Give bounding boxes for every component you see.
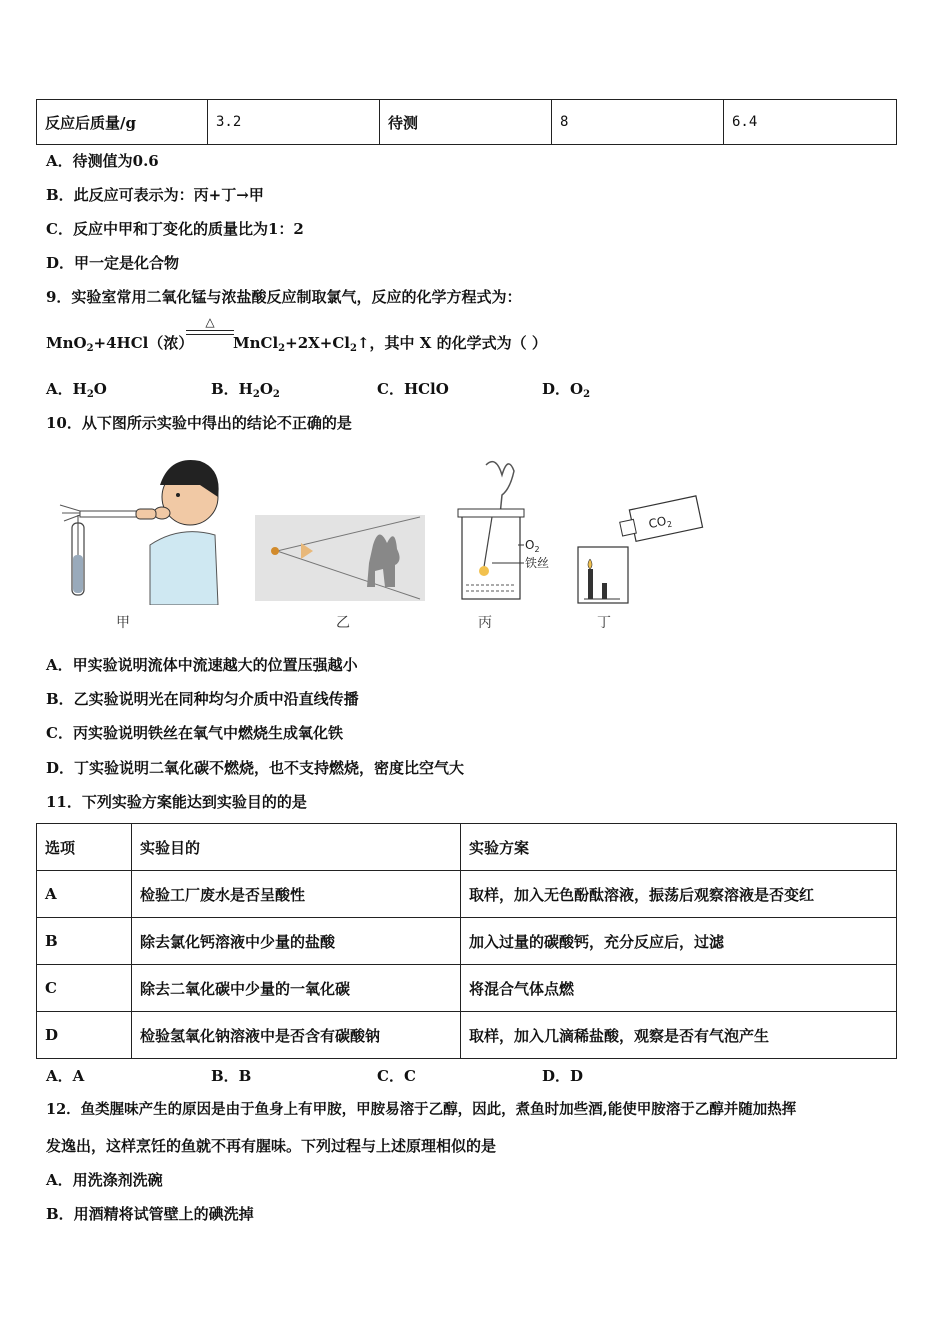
- q11-stem: 11．下列实验方案能达到实验目的的是: [46, 793, 307, 811]
- caption-jia: 甲: [116, 615, 130, 631]
- caption-ding: 丁: [597, 615, 611, 631]
- table-cell: 除去二氧化碳中少量的一氧化碳: [132, 965, 461, 1012]
- q8-option-c: C．反应中甲和丁变化的质量比为1：2: [46, 220, 304, 238]
- caption-yi: 乙: [336, 615, 350, 631]
- table-cell: 待测: [380, 100, 552, 145]
- q10-option-c: C．丙实验说明铁丝在氧气中燃烧生成氧化铁: [46, 724, 343, 742]
- q12-stem-line2: 发逸出，这样烹饪的鱼就不再有腥味。下列过程与上述原理相似的是: [46, 1137, 497, 1155]
- q12-stem-line1: 12．鱼类腥味产生的原因是由于鱼身上有甲胺，甲胺易溶于乙醇，因此，煮鱼时加些酒,能使甲胺溶于乙醇并随加热挥: [46, 1101, 797, 1118]
- table-cell: 取样，加入无色酚酞溶液，振荡后观察溶液是否变红: [461, 871, 897, 918]
- table-row: [37, 871, 897, 918]
- q10-option-a: A．甲实验说明流体中流速越大的位置压强越小: [46, 656, 358, 674]
- q9-option-a: A．$H_2O$: [46, 380, 107, 400]
- q11-option-a: A．A: [46, 1067, 85, 1085]
- table-cell: 检验工厂废水是否呈酸性: [132, 871, 461, 918]
- q10-option-b: B．乙实验说明光在同种均匀介质中沿直线传播: [46, 690, 359, 708]
- figure-jia: [50, 455, 220, 605]
- table-cell: 检验氢氧化钠溶液中是否含有碳酸钠: [132, 1012, 461, 1059]
- table-cell: C: [37, 965, 132, 1012]
- caption-bing: 丙: [478, 615, 492, 631]
- header-cell: 实验方案: [461, 824, 897, 871]
- q12-option-b: B．用酒精将试管壁上的碘洗掉: [46, 1205, 254, 1223]
- table-cell: B: [37, 918, 132, 965]
- q8-option-a: A．待测值为0.6: [46, 152, 159, 170]
- q8-option-d: D．甲一定是化合物: [46, 254, 180, 272]
- table-cell: 除去氯化钙溶液中少量的盐酸: [132, 918, 461, 965]
- table-cell: 将混合气体点燃: [461, 965, 897, 1012]
- q11-option-c: C．C: [377, 1067, 416, 1085]
- mass-table: [36, 99, 897, 145]
- table-cell: D: [37, 1012, 132, 1059]
- table-cell: 取样，加入几滴稀盐酸，观察是否有气泡产生: [461, 1012, 897, 1059]
- table-row: [37, 1012, 897, 1059]
- q11-option-d: D．D: [542, 1067, 584, 1085]
- q8-option-b: B．此反应可表示为：丙+丁→甲: [46, 186, 264, 204]
- figure-bing: [452, 455, 572, 605]
- q9-option-d: D．$O_2$: [542, 380, 591, 400]
- table-cell: 6.4: [724, 100, 897, 145]
- q9-stem: 9．实验室常用二氧化锰与浓盐酸反应制取氯气，反应的化学方程式为：: [46, 288, 522, 306]
- iron-wire-label: 铁丝: [525, 556, 550, 570]
- table-header-row: [37, 824, 897, 871]
- equation-reactants: MnO$_2$+4HCl（浓）: [46, 334, 194, 354]
- q12-option-a: A．用洗涤剂洗碗: [46, 1171, 163, 1189]
- q10-stem: 10．从下图所示实验中得出的结论不正确的是: [46, 414, 352, 432]
- table-row: [37, 100, 897, 145]
- q9-equation: [46, 333, 193, 359]
- table-row: [37, 918, 897, 965]
- table-cell: 反应后质量/g: [37, 100, 208, 145]
- q10-option-d: D．丁实验说明二氧化碳不燃烧，也不支持燃烧，密度比空气大: [46, 759, 465, 777]
- header-cell: 选项: [37, 824, 132, 871]
- figure-yi: [255, 515, 425, 601]
- equation-condition: △: [186, 315, 234, 335]
- table-cell: 加入过量的碳酸钙，充分反应后，过滤: [461, 918, 897, 965]
- table-row: [37, 965, 897, 1012]
- table-cell: A: [37, 871, 132, 918]
- co2-label: $CO_2$: [647, 513, 674, 532]
- q9-equation-products: $MnCl_2+2X+Cl_2↑$，其中 X 的化学式为（ ）: [233, 334, 547, 354]
- header-cell: 实验目的: [132, 824, 461, 871]
- q9-option-b: B．$H_2O_2$: [211, 380, 280, 400]
- table-cell: 3.2: [208, 100, 380, 145]
- q11-option-b: B．B: [211, 1067, 252, 1085]
- o2-label: $O_2$: [525, 538, 540, 554]
- figure-ding: [574, 495, 704, 607]
- experiment-table: [36, 823, 897, 1059]
- q9-option-c: C．HClO: [377, 380, 449, 398]
- table-cell: 8: [552, 100, 724, 145]
